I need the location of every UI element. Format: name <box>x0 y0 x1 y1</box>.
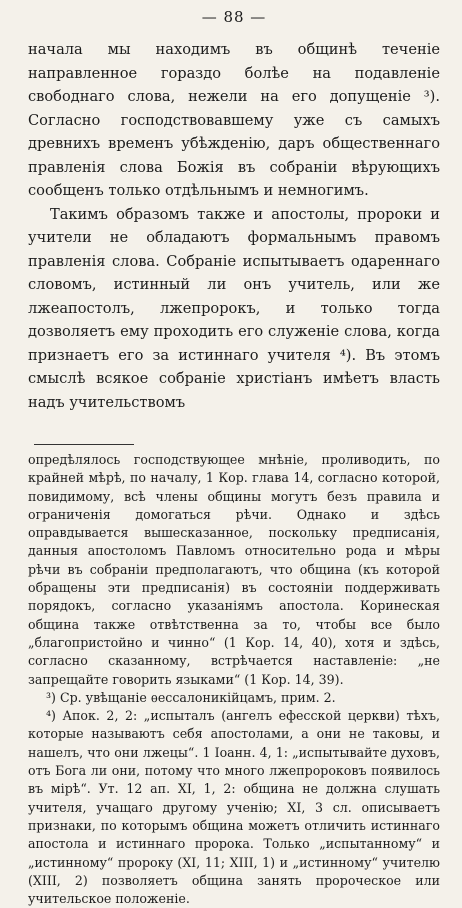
footnote-3: ³) Ср. увѣщаніе ѳессалоникійцамъ, прим. 2. <box>46 689 336 705</box>
page-number: — 88 — <box>201 8 267 26</box>
paragraph-2: Такимъ образомъ также и апостолы, пророки и учители не обладаютъ формальнымъ правомъ правленія слова. Собраніе испытываетъ одареннаго словомъ, истинный ли онъ учитель, или же лжеапостолъ, лжепророкъ, и только тогда дозволяетъ ему проходить его служеніе слова, когда признаетъ его за истиннаго учителя ⁴). Въ этомъ смыслѣ всякое собраніе христіанъ имѣетъ власть надъ учительствомъ <box>28 205 440 411</box>
paragraph-1: начала мы находимъ въ общинѣ теченіе направленное гораздо болѣе на подавленіе свободнаго слова, нежели на его допущеніе ³). Согласно господствовавшему уже съ самыхъ древнихъ временъ убѣжденію, даръ общественнаго правленія слова Божія въ собраніи вѣрующихъ сообщенъ только отдѣльнымъ и немногимъ. <box>28 41 440 199</box>
footnote-separator <box>34 444 134 445</box>
footnotes <box>28 451 440 908</box>
footnote-continuation: опредѣлялось господствующее мнѣніе, проливодить, по крайней мѣрѣ, по началу, 1 Кор. глава 14, согласно которой, повидимому, всѣ члены общины могутъ безъ правила и ограниченія домогаться рѣчи. Однако и здѣсь оправдывается вышесказанное, поскольку предписанія, данныя апостоломъ Павломъ относительно рода и мѣры рѣчи въ собраніи предполагаютъ, что община (къ которой обращены эти предписанія) въ состояніи поддерживать порядокъ, согласно указаніямъ апостола. Коринеская община также отвѣтственна за то, чтобы все было „благопристойно и чинно“ (1 Кор. 14, 40), хотя и здѣсь, согласно сказанному, встрѣчается наставленіе: „не запрещайте говорить языками“ (1 Кор. 14, 39). <box>28 452 440 687</box>
main-text <box>28 38 440 414</box>
footnote-4: ⁴) Апок. 2, 2: „испыталъ (ангелъ ефесской церкви) тѣхъ, которые называютъ себя апостолами, а они не таковы, и нашелъ, что они лжецы“. 1 Іоанн. 4, 1: „испытывайте духовъ, отъ Бога ли они, потому что много лжепророковъ появилось въ мірѣ“. Ут. 12 ап. XI, 1, 2: община не должна слушать учителя, учащаго другому ученію; XI, 3 сл. описываетъ признаки, по которымъ община можетъ отличить истиннаго апостола и истиннаго пророка. Только „испытанному“ и „истинному“ пророку (XI, 11; XIII, 1) и „истинному“ учителю (XIII, 2) позволяетъ община занять пророческое или учительское положеніе. <box>28 708 440 907</box>
